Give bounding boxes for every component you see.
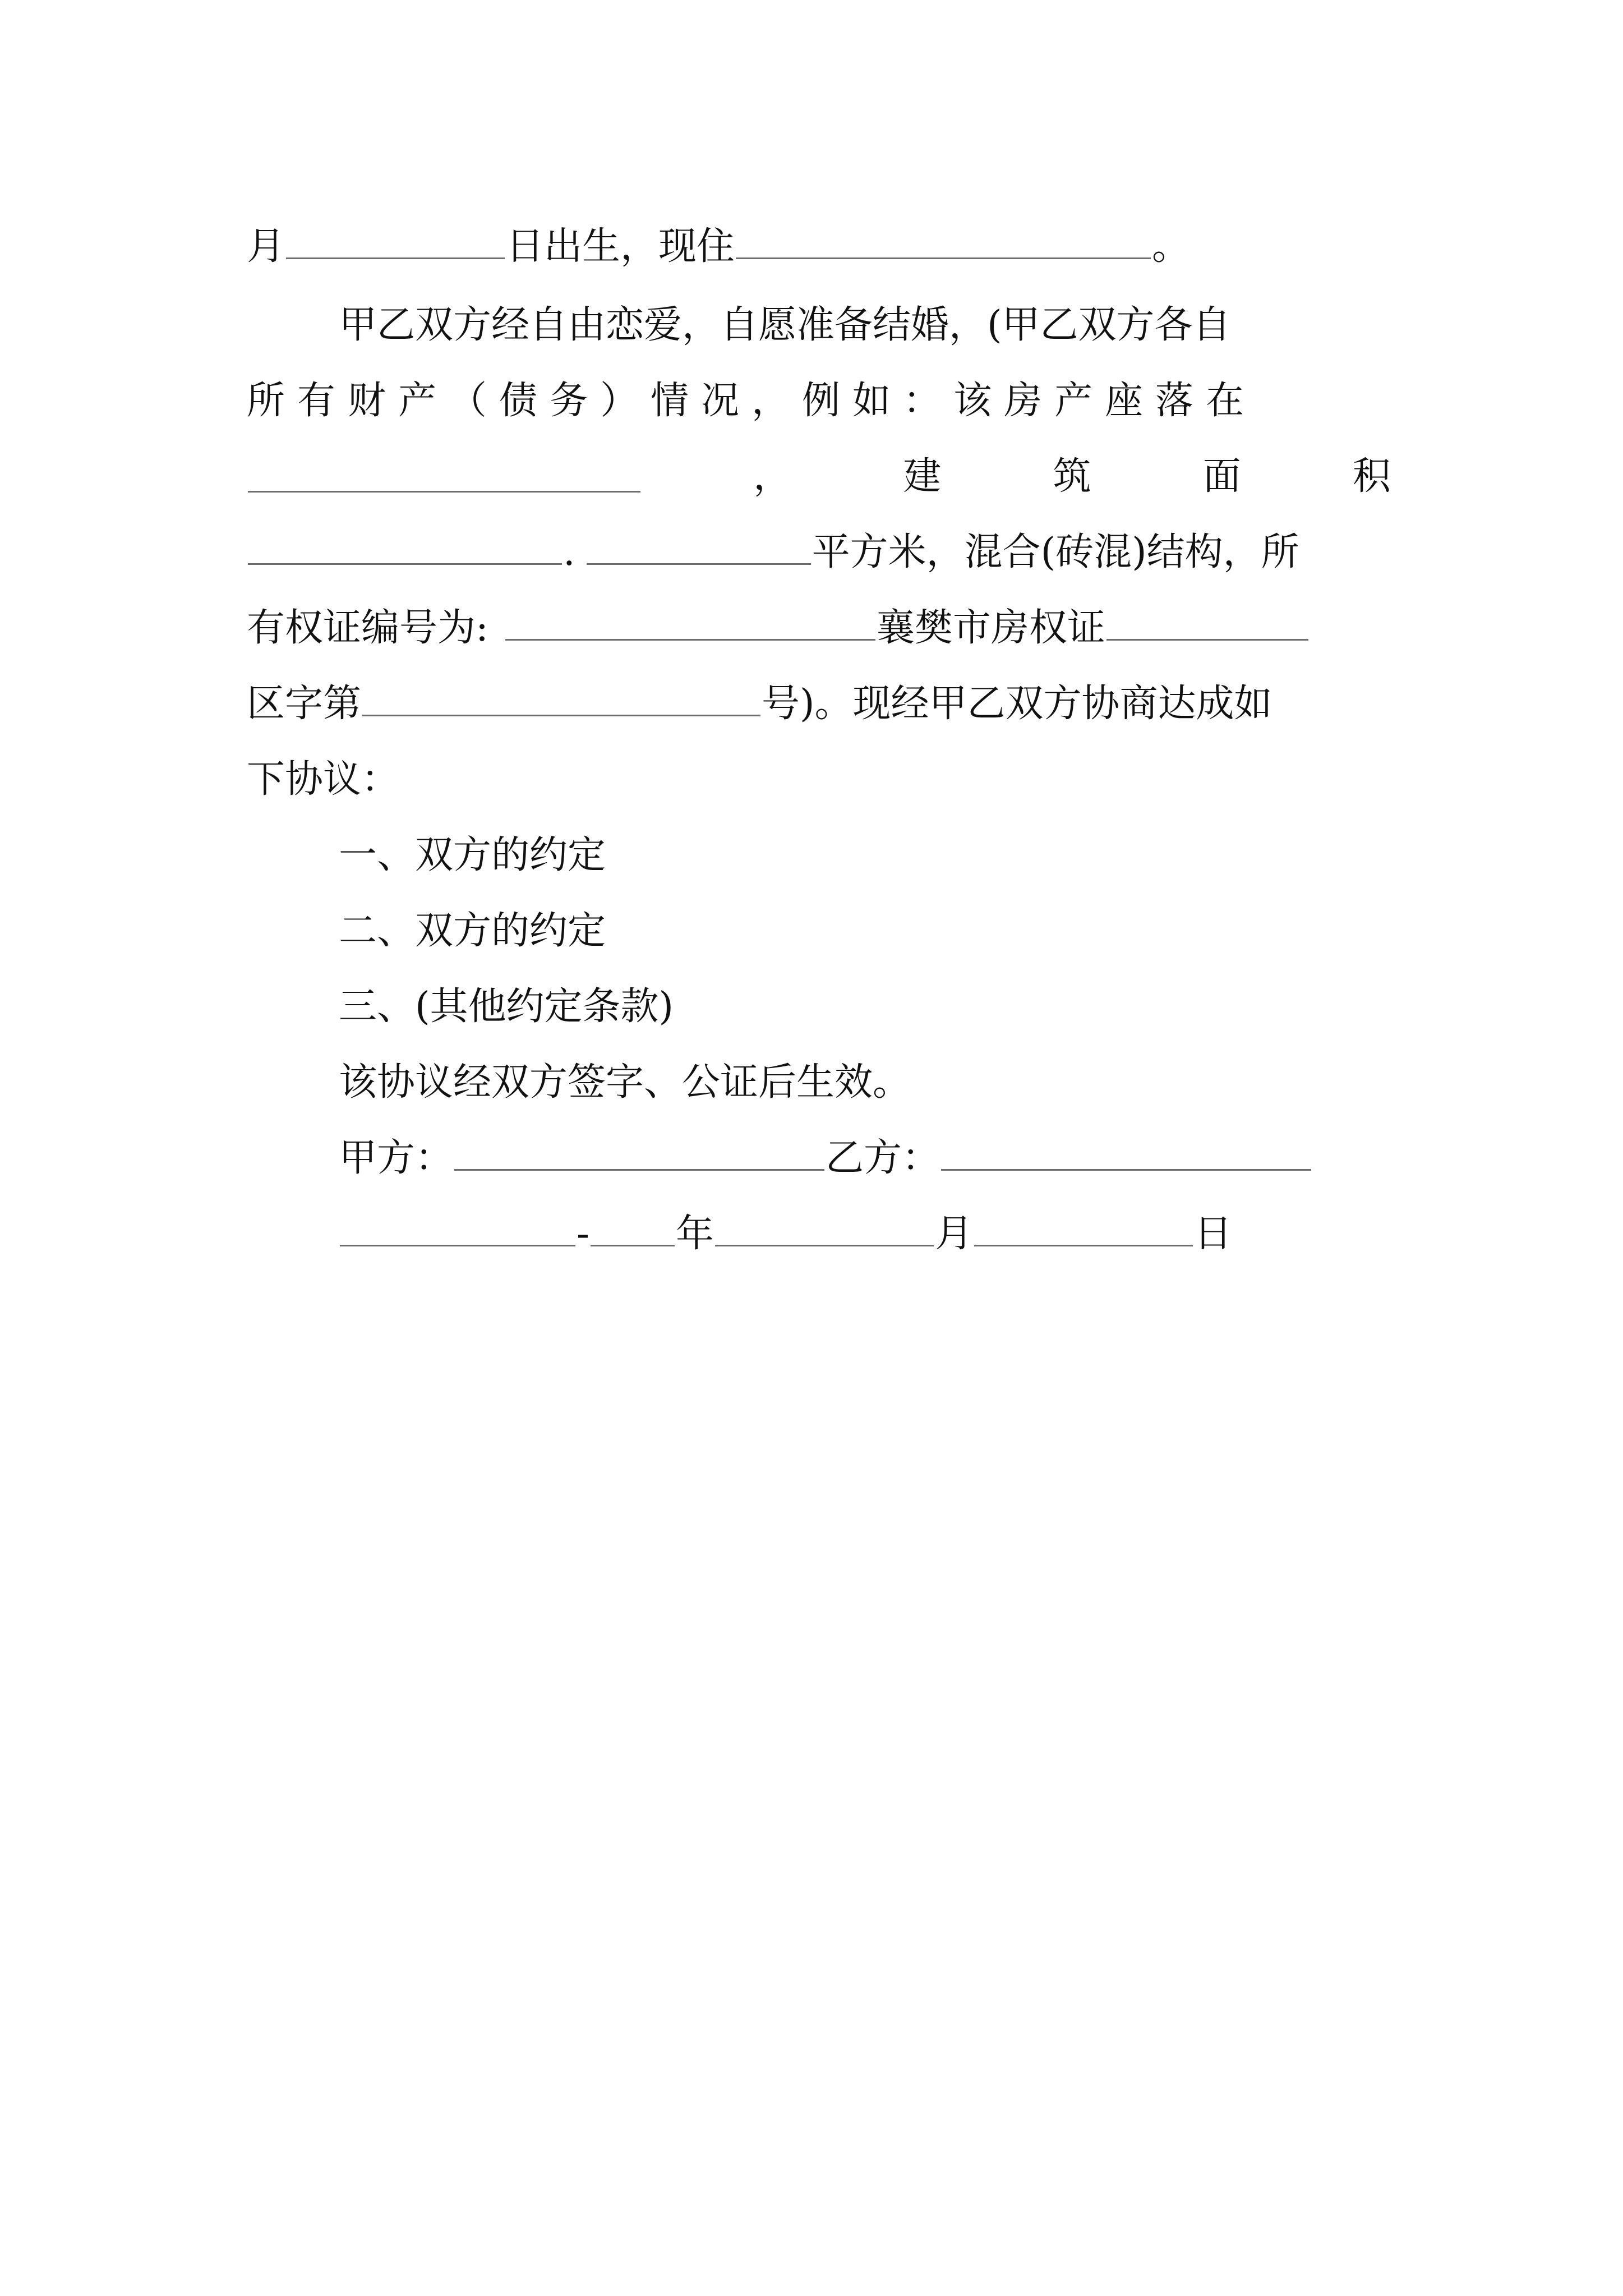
day-blank[interactable] <box>974 1216 1193 1246</box>
year-label: 年 <box>675 1212 714 1256</box>
date-prefix-blank[interactable] <box>340 1216 575 1246</box>
paragraph-line-1 <box>339 292 1391 359</box>
char-zhu: 筑 <box>1053 454 1091 499</box>
char-ji: 积 <box>1352 454 1391 499</box>
clause-2-text: 二、双方的约定 <box>339 909 606 953</box>
month-label: 月 <box>247 224 285 269</box>
birth-residence-line <box>247 213 1391 280</box>
period-mark: 。 <box>1152 224 1191 269</box>
char-mian: 面 <box>1202 454 1241 499</box>
clause-1-text: 一、双方的约定 <box>339 833 606 877</box>
date-line <box>339 1200 1391 1268</box>
decimal-point: . <box>563 530 575 574</box>
party-b-label: 乙方： <box>826 1136 940 1180</box>
clause-3-text: 三、(其他约定条款) <box>339 984 674 1029</box>
month-label-date: 月 <box>935 1212 974 1256</box>
property-text: 所有财产（债务）情况，例如：该房产座落在 <box>247 379 1257 423</box>
intro-text: 甲乙双方经自由恋爱，自愿准备结婚，(甲乙双方各自 <box>339 303 1231 347</box>
paragraph-line-5 <box>247 595 1391 662</box>
char-jian: 建 <box>903 454 942 499</box>
agreement-intro-text: 号)。现经甲乙双方协商达成如 <box>762 682 1272 726</box>
agreement-label: 下协议： <box>247 757 400 802</box>
cert-city-label: 襄樊市房权证 <box>876 606 1105 650</box>
born-residence-label: 日出生，现住 <box>506 224 735 269</box>
clause-1 <box>339 822 1391 889</box>
date-dash: - <box>577 1212 589 1256</box>
cert-number-blank[interactable] <box>505 610 875 641</box>
comma-mark: ， <box>753 454 792 499</box>
month-blank[interactable] <box>715 1216 934 1246</box>
paragraph-line-3 <box>247 443 1391 510</box>
paragraph-line-6 <box>247 670 1391 738</box>
property-location-blank[interactable] <box>248 462 640 493</box>
effective-text: 该协议经双方签字、公证后生效。 <box>339 1060 911 1105</box>
effective-line <box>339 1049 1391 1116</box>
area-decimal-blank[interactable] <box>587 534 811 565</box>
district-label: 区字第 <box>247 682 362 726</box>
paragraph-line-7 <box>247 746 1391 813</box>
party-a-signature-blank[interactable] <box>454 1140 824 1171</box>
area-integer-blank[interactable] <box>248 534 562 565</box>
cert-number-label: 有权证编号为: <box>247 606 488 650</box>
paragraph-line-2 <box>247 367 1391 435</box>
cert-district-blank[interactable] <box>1106 610 1308 641</box>
day-label: 日 <box>1194 1212 1233 1256</box>
birth-day-blank[interactable] <box>286 228 505 259</box>
area-structure-text: 平方米，混合(砖混)结构，所 <box>811 530 1299 574</box>
signature-line <box>339 1125 1391 1192</box>
residence-blank[interactable] <box>736 228 1151 259</box>
paragraph-line-4 <box>247 519 1391 586</box>
clause-2 <box>339 898 1391 965</box>
party-a-label: 甲方： <box>339 1136 454 1180</box>
year-blank[interactable] <box>591 1216 675 1246</box>
party-b-signature-blank[interactable] <box>941 1140 1311 1171</box>
cert-serial-blank[interactable] <box>362 685 760 716</box>
clause-3 <box>339 973 1391 1041</box>
